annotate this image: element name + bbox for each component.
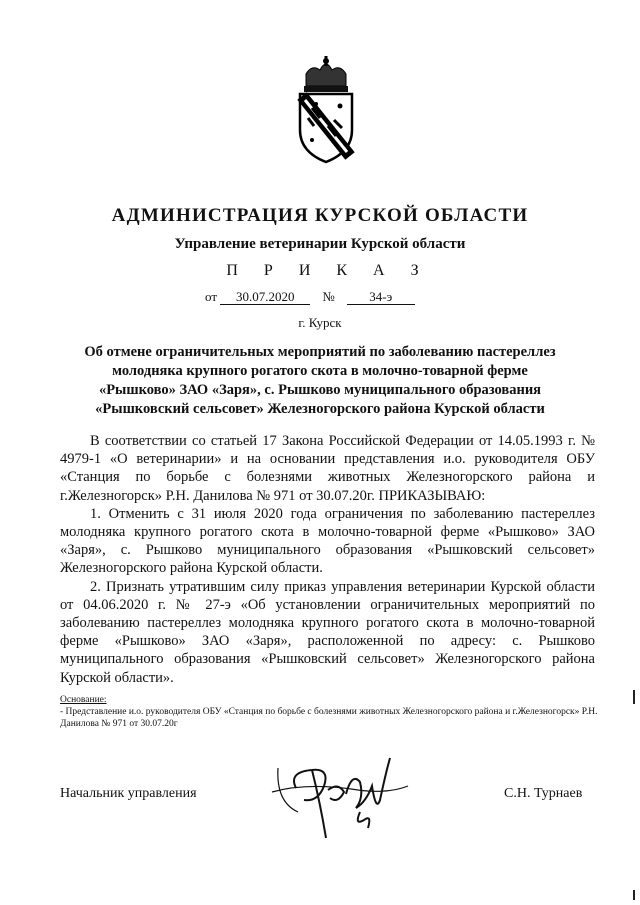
scan-artifact bbox=[633, 690, 635, 704]
order-number-line bbox=[205, 289, 415, 305]
order-subject: Об отмене ограничительных мероприятий по заболеванию пастереллез молодняка крупного рогатого скота в молочно-товарной ферме «Рышково» ЗАО «Заря», с. Рышково муниципального образования «Рышковский сельсовет» Железногорского района Курской области bbox=[84, 344, 556, 417]
order-number: 34-э bbox=[347, 290, 415, 305]
organization-title: АДМИНИСТРАЦИЯ КУРСКОЙ ОБЛАСТИ bbox=[111, 205, 529, 226]
number-prefix: № bbox=[322, 289, 335, 304]
order-date: 30.07.2020 bbox=[220, 290, 310, 305]
coat-of-arms-icon bbox=[290, 56, 362, 166]
date-prefix: от bbox=[205, 289, 218, 304]
city: г. Курск bbox=[298, 315, 342, 330]
body-paragraph-preamble: В соответствии со статьей 17 Закона Российской Федерации от 14.05.1993 г. № 4979-1 «О ветеринарии» и на основании представления и.о. руководителя ОБУ «Станция по борьбе с болезнями животных Железногорского района и г.Железногорск» Р.Н. Данилова № 971 от 30.07.20г. ПРИКАЗЫВАЮ: bbox=[60, 433, 595, 504]
signatory-name: С.Н. Турнаев bbox=[504, 786, 583, 801]
order-body bbox=[60, 432, 595, 687]
handwritten-signature bbox=[268, 742, 418, 852]
basis-heading: Основание: bbox=[60, 695, 107, 705]
basis-text: - Представление и.о. руководителя ОБУ «Станция по борьбе с болезнями животных Железногорского района и г.Железногорск» Р.Н. Данилова № 971 от 30.07.20г bbox=[60, 707, 598, 729]
document-type: П Р И К А З bbox=[226, 262, 430, 279]
basis-note bbox=[60, 694, 600, 730]
scan-artifact bbox=[633, 890, 635, 900]
department-title: Управление ветеринарии Курской области bbox=[174, 236, 466, 252]
body-paragraph-item-2: 2. Признать утратившим силу приказ управления ветеринарии Курской области от 04.06.2020 г. № 27-э «Об установлении ограничительных мероприятий по заболеванию пастереллез молодняка крупного рогатого скота в молочно-товарной ферме «Рышково» ЗАО «Заря», расположенной по адресу: с. Рышково муниципального образования «Рышковский сельсовет» Железногорского района Курской области». bbox=[60, 578, 595, 686]
signatory-position: Начальник управления bbox=[60, 786, 197, 801]
body-paragraph-item-1: 1. Отменить с 31 июля 2020 года ограничения по заболеванию пастереллез молодняка крупного рогатого скота в молочно-товарной ферме «Рышково» ЗАО «Заря», с. Рышково муниципального образования «Рышковский сельсовет» Железногорского района Курской области. bbox=[60, 505, 595, 577]
